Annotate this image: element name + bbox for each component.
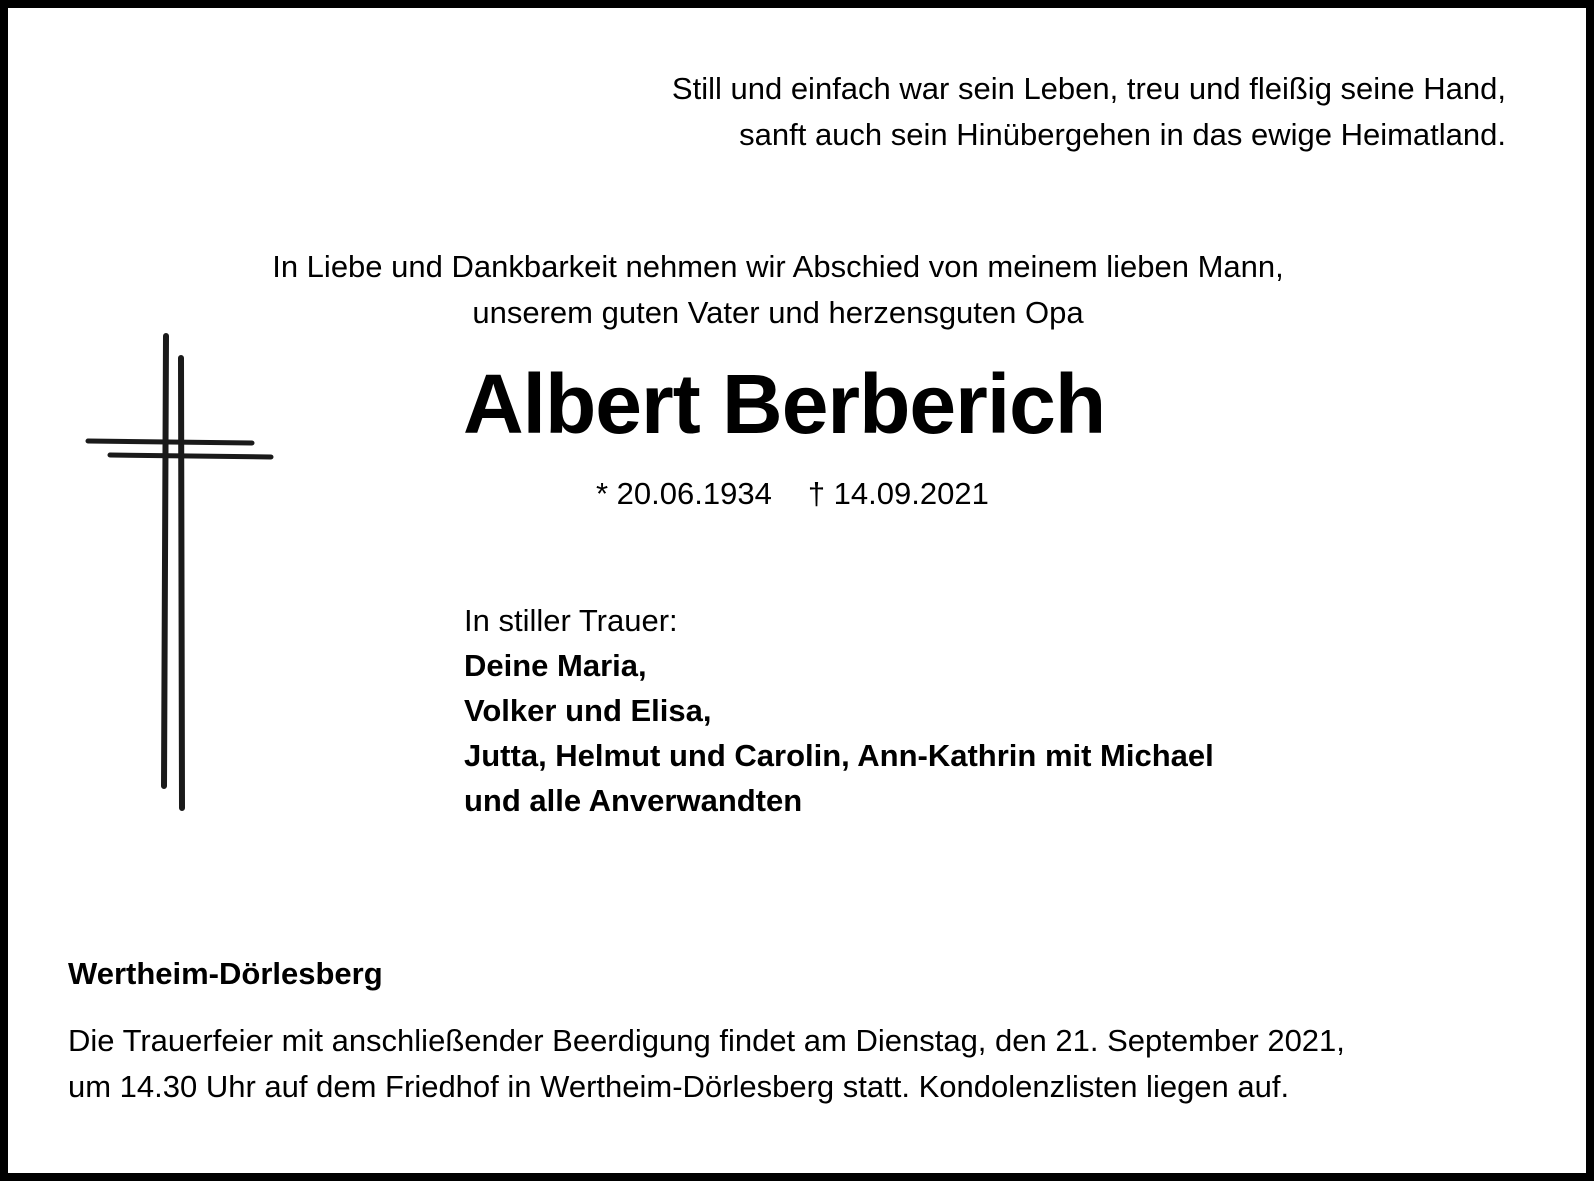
- intro-text: [178, 244, 1378, 336]
- intro-line-1: In Liebe und Dankbarkeit nehmen wir Abschied von meinem lieben Mann,: [272, 249, 1284, 284]
- life-dates: [596, 474, 989, 514]
- cross-horizontal-bar-2: [110, 455, 271, 457]
- mourner-line: Deine Maria,: [464, 648, 647, 683]
- deceased-name: Albert Berberich: [463, 357, 1106, 451]
- motto-verse: [406, 66, 1506, 158]
- birth-date: * 20.06.1934: [596, 476, 772, 511]
- funeral-details: [68, 1018, 1345, 1110]
- place-name: Wertheim-Dörlesberg: [68, 956, 383, 991]
- intro-line-2: unserem guten Vater und herzensguten Opa: [472, 295, 1084, 330]
- funeral-line-1: Die Trauerfeier mit anschließender Beerdigung findet am Dienstag, den 21. September 2021,: [68, 1023, 1345, 1058]
- double-cross-icon: [78, 328, 288, 828]
- cross-vertical-bar-2: [181, 358, 182, 808]
- mourners-heading: In stiller Trauer:: [464, 603, 678, 638]
- motto-line-2: sanft auch sein Hinübergehen in das ewige Heimatland.: [739, 117, 1506, 152]
- cross-vertical-bar-1: [164, 336, 166, 786]
- mourners-block: [464, 598, 1214, 823]
- mourner-line: Volker und Elisa,: [464, 693, 712, 728]
- funeral-line-2: um 14.30 Uhr auf dem Friedhof in Wertheim-Dörlesberg statt. Kondolenzlisten liegen auf.: [68, 1069, 1290, 1104]
- mourner-line: Jutta, Helmut und Carolin, Ann-Kathrin mit Michael: [464, 738, 1214, 773]
- cross-horizontal-bar-1: [88, 441, 252, 443]
- mourner-line: und alle Anverwandten: [464, 783, 803, 818]
- motto-line-1: Still und einfach war sein Leben, treu und fleißig seine Hand,: [671, 71, 1506, 106]
- death-date: † 14.09.2021: [807, 476, 989, 511]
